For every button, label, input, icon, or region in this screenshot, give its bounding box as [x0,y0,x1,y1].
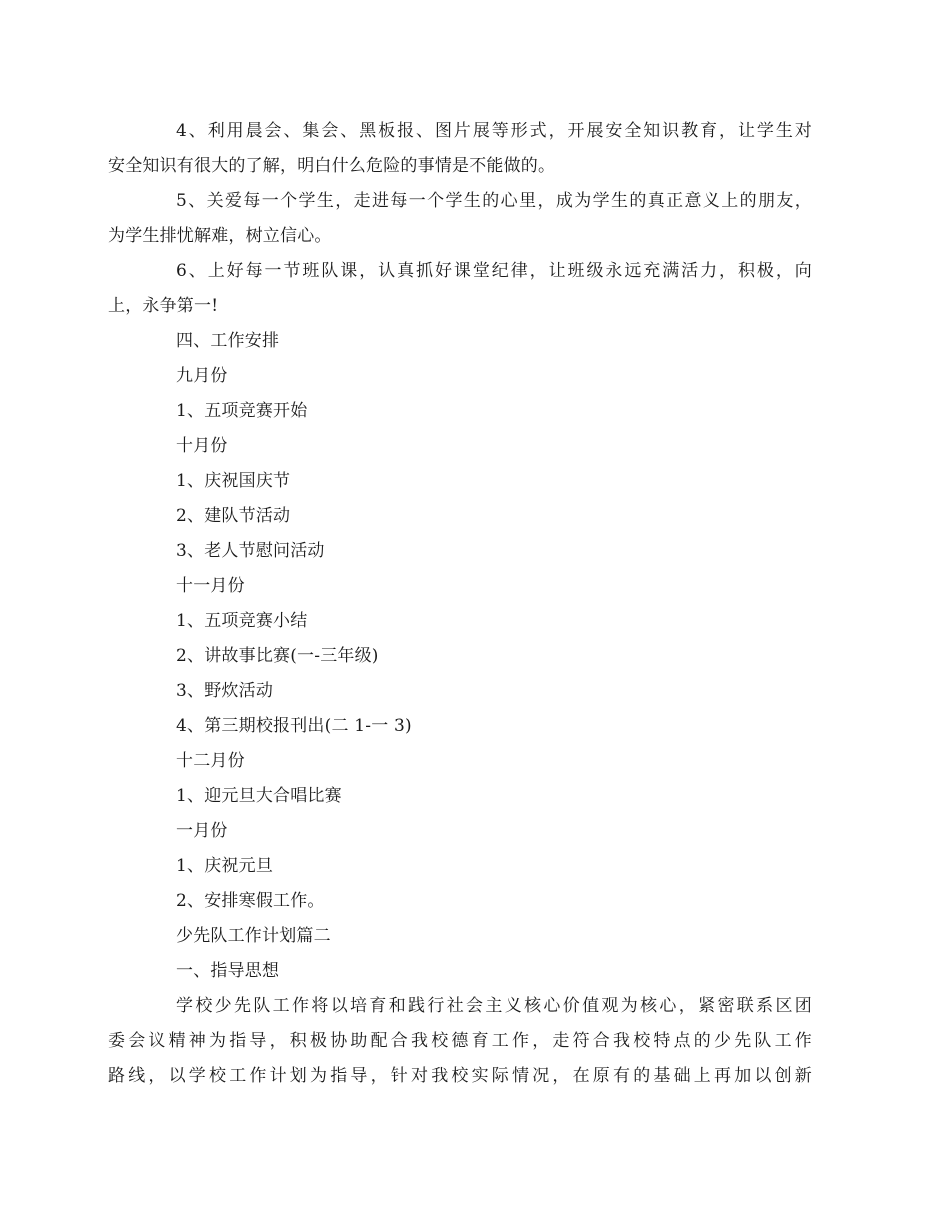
text-line: 安全知识有很大的了解，明白什么危险的事情是不能做的。 [108,156,556,176]
month-heading-november: 十一月份 [176,576,245,596]
text-line: 路线，以学校工作计划为指导，针对我校实际情况，在原有的基础上再加以创新 [108,1066,812,1086]
list-item: 1、五项竞赛小结 [176,611,308,631]
paragraph-care-students [108,184,812,254]
list-item: 1、五项竞赛开始 [176,401,308,421]
list-item: 2、建队节活动 [176,506,291,526]
list-item: 1、庆祝国庆节 [176,471,291,491]
text-line: 学校少先队工作将以培育和践行社会主义核心价值观为核心，紧密联系区团 [176,996,812,1016]
list-item: 3、老人节慰问活动 [176,541,325,561]
section-heading-work-arrangement: 四、工作安排 [176,331,280,351]
list-item: 1、迎元旦大合唱比赛 [176,786,342,806]
text-line: 4、利用晨会、集会、黑板报、图片展等形式，开展安全知识教育，让学生对 [176,121,812,141]
text-line: 委会议精神为指导，积极协助配合我校德育工作，走符合我校特点的少先队工作 [108,1031,812,1051]
document-page [108,114,812,1094]
month-heading-september: 九月份 [176,366,228,386]
section-heading-guiding-ideology: 一、指导思想 [176,961,280,981]
month-heading-december: 十二月份 [176,751,245,771]
paragraph-safety-education [108,114,812,184]
paragraph-guiding-ideology [108,989,812,1094]
month-heading-january: 一月份 [176,821,228,841]
text-line: 6、上好每一节班队课，认真抓好课堂纪律，让班级永远充满活力，积极，向 [176,261,812,281]
paragraph-class-meeting [108,254,812,324]
month-heading-october: 十月份 [176,436,228,456]
text-line: 上，永争第一! [108,296,219,316]
list-item: 3、野炊活动 [176,681,274,701]
list-item: 4、第三期校报刊出(二 1-一 3) [176,716,412,736]
text-line: 为学生排忧解难，树立信心。 [108,226,332,246]
list-item: 2、讲故事比赛(一-三年级) [176,646,379,666]
text-line: 5、关爱每一个学生，走进每一个学生的心里，成为学生的真正意义上的朋友， [176,191,812,211]
article-title-plan-two: 少先队工作计划篇二 [176,926,331,946]
list-item: 1、庆祝元旦 [176,856,274,876]
list-item: 2、安排寒假工作。 [176,891,325,911]
